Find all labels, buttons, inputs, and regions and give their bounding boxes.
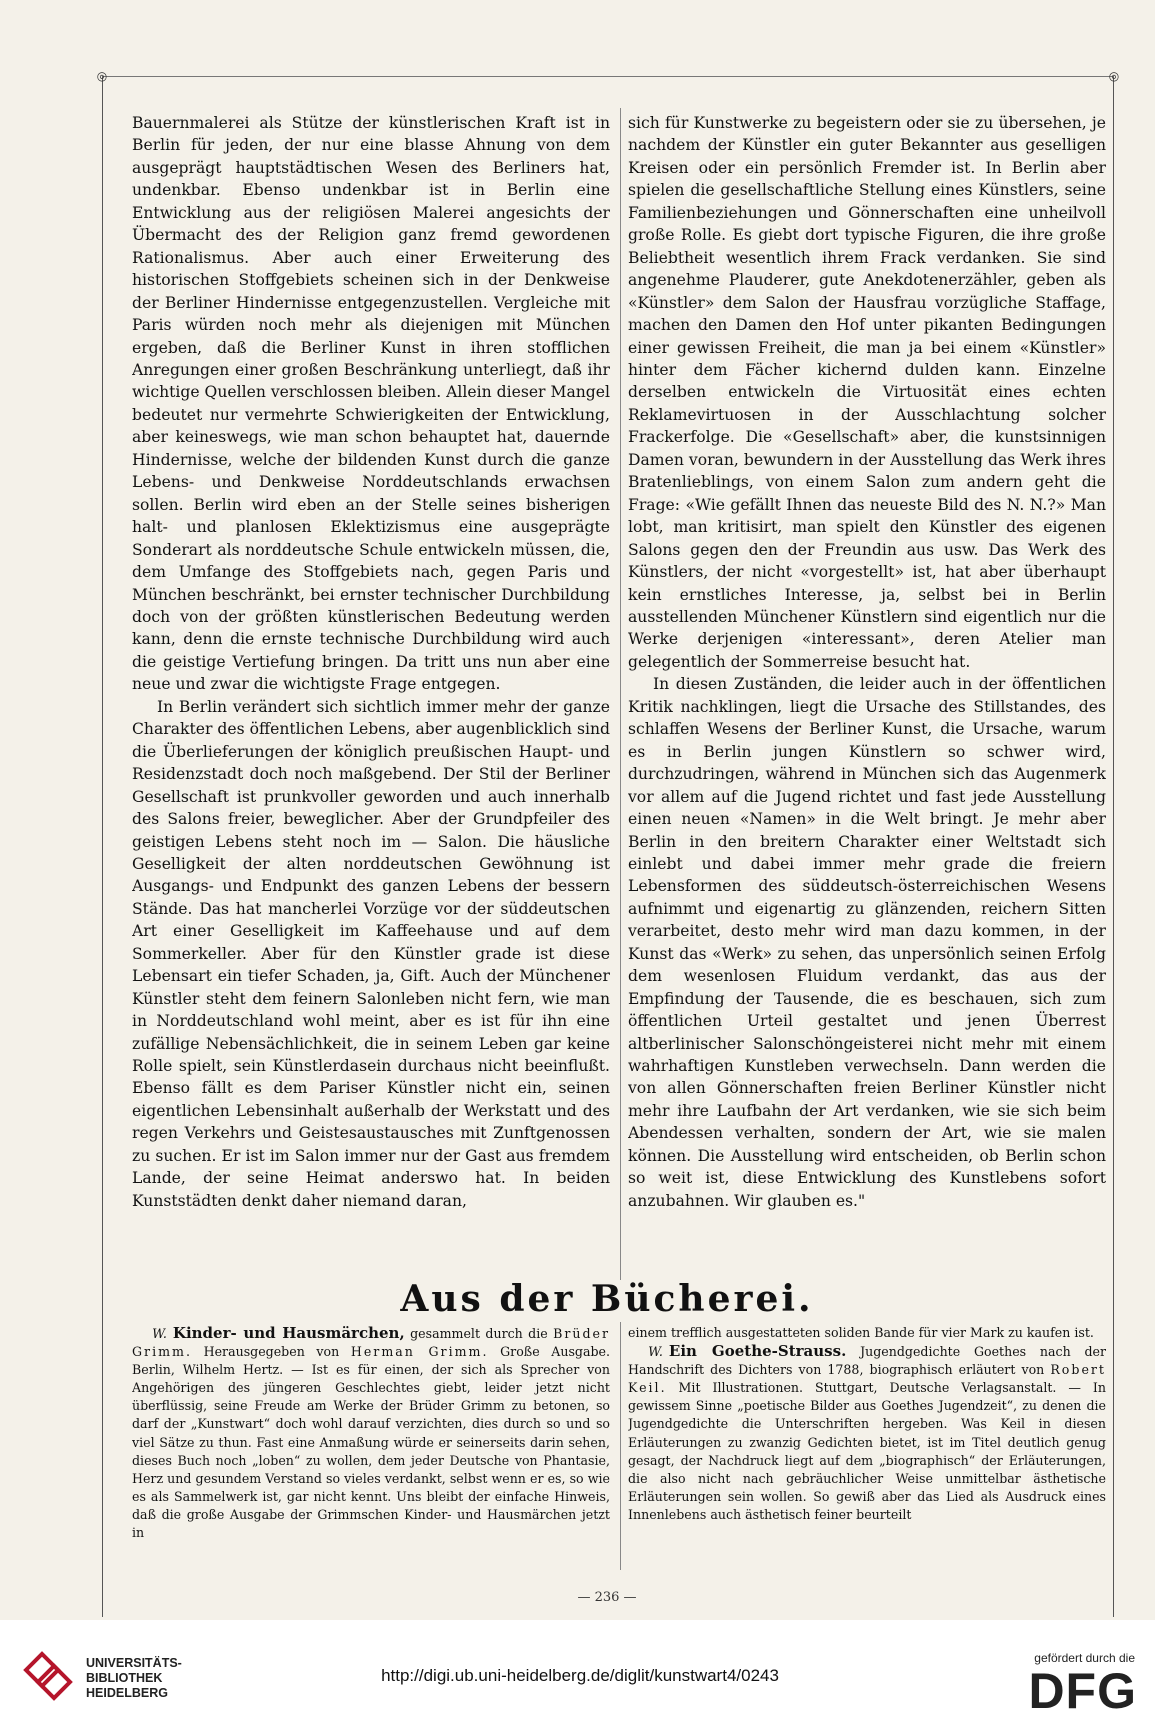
column-divider xyxy=(620,1322,621,1570)
book-title: Ein Goethe-Strauss. xyxy=(668,1342,847,1361)
review-text: Herausgegeben von xyxy=(192,1344,351,1360)
library-name-line: HEIDELBERG xyxy=(86,1686,168,1700)
funded-by-label: gefördert durch die xyxy=(1034,1651,1135,1665)
article-right-column xyxy=(628,112,1106,1280)
article-left-column xyxy=(132,112,610,1280)
review-marker: W. xyxy=(152,1326,167,1341)
source-url-link[interactable]: http://digi.ub.uni-heidelberg.de/diglit/kunstwart4/0243 xyxy=(381,1666,779,1685)
review-text: Mit Illustrationen. Stuttgart, Deutsche Verlagsanstalt. — In gewissem Sinne „poetische Bilder aus Goethes Jugendzeit“, zu denen die Jugendgedichte die Unterschriften hergeben. Was Keil in diesen Erläuterungen zu zwanzig Gedichten bietet, ist im Titel deutlich genug gesagt, der Nachdruck liegt auf dem „biographisch“ der Erläuterungen, die also nicht nach gebräuchlicher Weise unmittelbar ästhetische Erläuterungen sein wollen. So gewiß aber das Lied als Ausdruck eines Innenlebens auch ästhetisch feiner beurteilt xyxy=(628,1380,1106,1522)
corner-ornament-icon: ◎ xyxy=(96,69,108,83)
paragraph: sich für Kunstwerke zu begeistern oder sie zu übersehen, je nachdem der Künstler ein guter Bekannter aus geselligen Kreisen oder ein persönlich Fremder ist. In Berlin aber spielen die gesellschaftliche Stellung eines Künstlers, seine Familienbeziehungen und Gönnerschaften eine unheilvoll große Rolle. Es giebt dort typische Figuren, die ihre große Beliebtheit wesentlich ihrem Frack verdanken. Sie sind angenehme Plauderer, gute Anekdotenerzähler, geben als «Künstler» dem Salon der Hausfrau vorzügliche Staffage, machen den Damen den Hof unter pikanten Bedingungen einer gewissen Freiheit, die man ja bei einem «Künstler» hinter dem Fächer kichernd dulden kann. Einzelne derselben entwickeln die Virtuosität eines echten Reklamevirtuosen in der Ausschlachtung solcher Frackerfolge. Die «Gesellschaft» aber, die kunstsinnigen Damen voran, bewundern in der Ausstellung das Werk ihres Bratenlieblings, von einem Salon zum andern geht die Frage: «Wie gefällt Ihnen das neueste Bild des N. N.?» Man lobt, man kritisirt, man spielt den Künstler des eigenen Salons gegen den der Freundin aus usw. Das Werk des Künstlers, der nicht «vorgestellt» ist, hat aber überhaupt kein ernstliches Interesse, ja, selbst bei in Berlin ausstellenden Münchener Künstlern sind eigentlich nur die Werke derjenigen «interessant», deren Atelier man gelegentlich der Sommerreise besucht hat. xyxy=(628,114,1106,671)
university-library-logo-icon xyxy=(20,1648,76,1704)
library-name xyxy=(86,1656,226,1701)
review-marker: W. xyxy=(648,1344,663,1360)
book-authors: Brüder Grimm. xyxy=(132,1326,610,1360)
paragraph: In Berlin verändert sich sichtlich immer mehr der ganze Charakter des öffentlichen Lebens, aber augenblicklich sind die Überlieferungen der königlich preußischen Haupt- und Residenzstadt doch noch maßgebend. Der Stil der Berliner Gesellschaft ist prunkvoller geworden und auch innerhalb des Salons freier, beweglicher. Aber der Grundpfeiler des geistigen Lebens steht noch im — Salon. Die häusliche Geselligkeit der alten norddeutschen Gewöhnung ist Ausgangs- und Endpunkt des ganzen Lebens der bessern Stände. Das hat mancherlei Vorzüge vor der süddeutschen Art einer Geselligkeit im Kaffeehause und auf dem Sommerkeller. Aber für den Künstler grade ist diese Lebensart ein tiefer Schaden, ja, Gift. Auch der Münchener Künstler steht dem feinern Salonleben nicht fern, wie man in Norddeutschland wohl meint, aber es ist für ihn eine zufällige Nebensächlichkeit, die in seinem Leben gar keine Rolle spielt, sein Künstlerdasein durchaus nicht beeinflußt. Ebenso fällt es dem Pariser Künstler nicht ein, seinen eigentlichen Lebensinhalt außerhalb der Werkstatt und des regen Verkehrs und Geistesaustausches mit Zunftgenossen zu suchen. Er ist im Salon immer nur der Gast aus fremdem Lande, der seine Heimat anderswo hat. In beiden Kunststädten denkt daher niemand daran, xyxy=(132,697,610,1210)
corner-ornament-icon: ◎ xyxy=(1108,69,1120,83)
review-left-column xyxy=(132,1324,610,1572)
section-heading: Aus der Bücherei. xyxy=(400,1278,814,1320)
book-review xyxy=(628,1342,1106,1524)
page-number: — 236 — xyxy=(577,1590,637,1605)
library-name-line: UNIVERSITÄTS- xyxy=(86,1656,182,1670)
book-editor: Herman Grimm. xyxy=(350,1344,489,1360)
review-text: Große Ausgabe. Berlin, Wilhelm Hertz. — Ist es für einen, der sich als Sprecher von Angehörigen des jüngeren Geschlechtes giebt, leider jetzt nicht überflüssig, seine Freude am Werke der Brüder Grimm zu betonen, so darf der „Kunstwart“ doch wohl darauf verzichten, dies durch so und so viel Sätze zu thun. Fast eine Anmaßung würde er seinerseits darin sehen, dieses Buch noch „loben“ zu wollen, dem jeder Deutsche von Phantasie, Herz und gesundem Verstand so vieles verdankt, selbst wenn er es, so wie es als Sammelwerk ist, gar nicht kennt. Uns bleibt der einfache Hinweis, daß die große Ausgabe der Grimmschen Kinder- und Hausmärchen jetzt in xyxy=(132,1344,610,1541)
review-text: gesammelt durch die xyxy=(410,1326,554,1341)
book-title: Kinder- und Hausmärchen, xyxy=(172,1324,405,1342)
book-author: Robert Keil. xyxy=(628,1362,1106,1396)
paragraph: In diesen Zuständen, die leider auch in der öffentlichen Kritik nachklingen, liegt die Ursache des Stillstandes, des schlaffen Wesens der Berliner Kunst, die Ursache, warum es in Berlin jungen Künstlern so schwer wird, durchzudringen, während in München sich das Augenmerk vor allem auf die Jugend richtet und fast jede Ausstellung einen neuen «Namen» in die Welt bringt. Je mehr aber Berlin in den breitern Charakter einer Weltstadt sich einlebt und dabei immer mehr grade die freiern Lebensformen des süddeutsch-österreichischen Wesens aufnimmt und eigenartig zu glänzenden, reichern Sitten verarbeitet, desto mehr wird man dazu kommen, in der Kunst das «Werk» zu sehen, das unpersönlich seinen Erfolg dem wesenlosen Fluidum verdankt, das aus der Empfindung der Tausende, die es beschauen, sich zum öffentlichen Urteil gestaltet und jenen Überrest altberlinischer Salonschöngeisterei nicht mehr mit einem wahrhaftigen Kunstleben verwechseln. Dann werden die von allen Gönnerschaften freien Berliner Künstler nicht mehr ihre Laufbahn der Art verdanken, wie sie sich beim Abendessen verhalten, sondern der Art, wie sie malen können. Die Ausstellung wird entscheiden, ob Berlin schon so weit ist, diese Entwicklung des Kunstlebens sofort anzubahnen. Wir glauben es." xyxy=(628,675,1106,1210)
dfg-logo: DFG xyxy=(1028,1663,1137,1719)
paragraph: Bauernmalerei als Stütze der künstlerischen Kraft ist in Berlin für jeden, der nur eine blasse Ahnung von dem ausgeprägt hauptstädtischen Wesen des Berliners hat, undenkbar. Ebenso undenkbar ist in Berlin eine Entwicklung aus der religiösen Malerei angesichts der Übermacht des der Religion ganz fremd gewordenen Rationalismus. Aber auch einer Erweiterung des historischen Stoffgebiets scheinen sich in der Denkweise der Berliner Hindernisse entgegenzustellen. Vergleiche mit Paris würden noch mehr als diejenigen mit München ergeben, daß die Berliner Kunst in ihren stofflichen Anregungen einer großen Beschränkung unterliegt, daß ihr wichtige Quellen verschlossen bleiben. Allein dieser Mangel bedeutet nur vermehrte Schwierigkeiten der Entwicklung, aber keineswegs, wie man schon behauptet hat, dauernde Hindernisse, welche der bildenden Kunst durch die ganze Lebens- und Denkweise Norddeutschlands erwachsen sollen. Berlin wird eben an der Stelle seines bisherigen halt- und planlosen Eklektizismus eine ausgeprägte Sonderart als norddeutsche Schule entwickeln müssen, die, dem Umfange des Stoffgebiets nach, gegen Paris und München beschränkt, bei ernster technischer Durchbildung doch von der größten künstlerischen Bedeutung werden kann, denn die ernste technische Durchbildung wird auch die geistige Vertiefung bringen. Da tritt uns nun aber eine neue und zwar die wichtigste Frage entgegen. xyxy=(132,114,610,694)
column-divider xyxy=(620,108,621,1280)
book-review xyxy=(132,1324,610,1542)
library-name-line: BIBLIOTHEK xyxy=(86,1671,163,1685)
review-text: Jugendgedichte Goethes nach der Handschrift des Dichters von 1788, biographisch erläutert von xyxy=(628,1344,1106,1378)
review-right-column xyxy=(628,1324,1106,1572)
review-continuation: einem trefflich ausgestatteten soliden Bande für vier Mark zu kaufen ist. xyxy=(628,1325,1094,1340)
